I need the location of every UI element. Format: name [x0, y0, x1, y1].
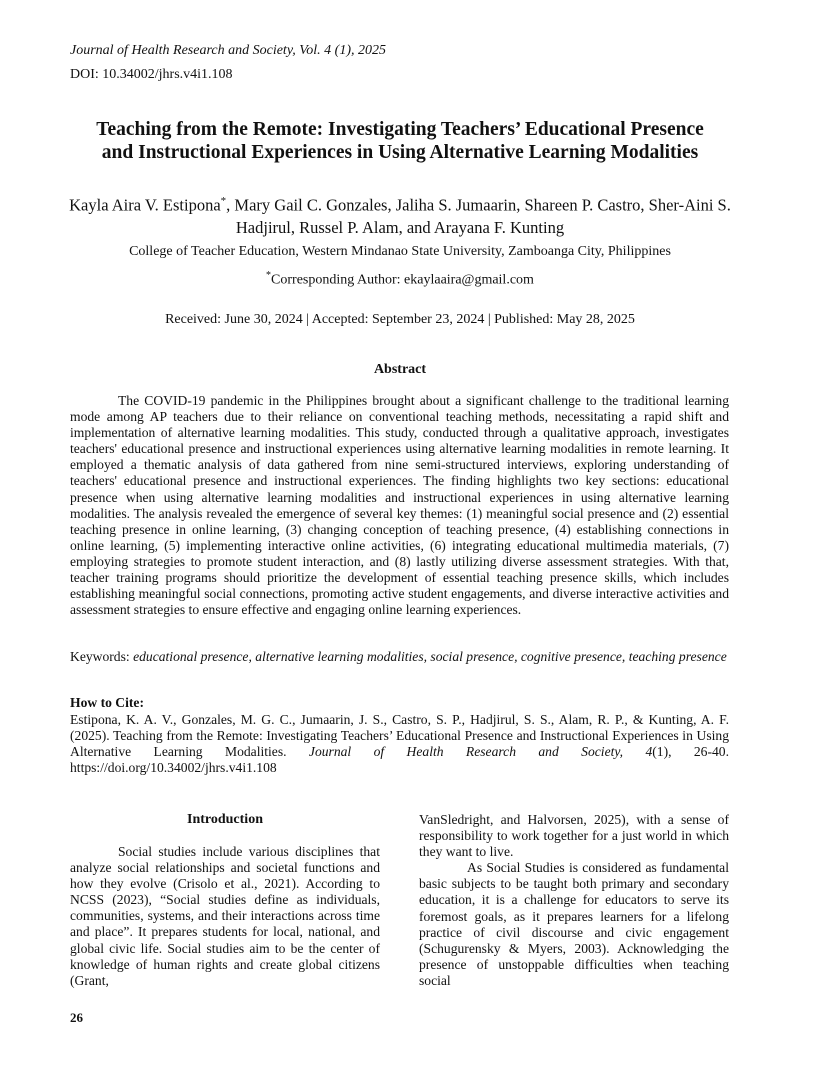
first-author: Kayla Aira V. Estipona: [69, 195, 221, 215]
keywords: [70, 649, 729, 665]
abstract-text: The COVID-19 pandemic in the Philippines brought about a significant challenge to the traditional learning mode among AP teachers due to their reliance on conventional teaching methods, necessitating a rapid shift and implementation of alternative learning modalities. This study, conducted through a qualitative approach, investigates teachers' educational presence and instructional experiences using alternative learning modalities in remote learning. It employed a thematic analysis of data gathered from nine semi-structured interviews, exploring understanding of teachers' educational presence and instructional experiences. The finding highlights two key sections: educational presence when using alternative learning modalities and instructional experiences in using alternative learning modalities. The analysis revealed the emergence of several key themes: (1) meaningful social presence and (2) essential teaching presence in online learning, (3) changing conception of teaching presence, (4) establishing connections in online learning, (5) implementing interactive online activities, (6) integrating educational multimedia materials, (7) employing strategies to promote student interaction, and (8) lastly utilizing diverse assessment strategies. With that, teacher training programs should prioritize the development of essential teaching presence skills, which includes establishing meaningful social connections, promoting active student engagements, and diverse interactive activities and assessment strategies to ensure effective and engaging online learning experiences.: [70, 393, 729, 618]
publication-dates: Received: June 30, 2024 | Accepted: September 23, 2024 | Published: May 28, 2025: [165, 312, 635, 327]
journal-header: Journal of Health Research and Society, Vol. 4 (1), 2025: [70, 43, 386, 58]
abstract-heading: Abstract: [373, 362, 427, 377]
corresponding-author: [60, 270, 740, 289]
intro-paragraph-1-cont: VanSledright, and Halvorsen, 2025), with a sense of responsibility to work together for a just world in which they want to live.: [419, 812, 729, 860]
citation-text: [70, 712, 729, 776]
corresponding-email: Corresponding Author: ekaylaaira@gmail.com: [271, 272, 534, 288]
citation-prefix: Estipona, K. A. V., Gonzales, M. G. C., Jumaarin, J. S., Castro, S. P., Hadjirul, S. S., Alam, R. P., & Kunting, A. F. (2025). Teaching from the Remote: Investigating Teachers’ Educational Presence and Instructional Experiences in Using Alternative Learning Modalities.: [70, 712, 729, 760]
intro-paragraph-1: Social studies include various disciplines that analyze social relationships and societal functions and how they evolve (Crisolo et al., 2021). According to NCSS (2023), “Social studies define as individuals, communities, systems, and their interactions across time and place”. It prepares students for local, national, and global civic life. Social studies aim to be the center of knowledge of human rights and create global citizens (Grant,: [70, 844, 380, 988]
citation-journal: Journal of Health Research and Society, 4: [308, 744, 653, 760]
corresponding-mark: *: [220, 195, 227, 207]
keywords-terms: educational presence, alternative learning modalities, social presence, cognitive presence, teaching presence: [133, 649, 727, 664]
page-number: 26: [70, 1010, 83, 1025]
right-column: [419, 812, 729, 989]
affiliation: College of Teacher Education, Western Mindanao State University, Zamboanga City, Philippines: [129, 244, 671, 259]
corresponding-asterisk: *: [266, 270, 272, 281]
author-list: [60, 190, 740, 239]
how-to-cite-heading: How to Cite:: [70, 695, 144, 710]
paper-title: Teaching from the Remote: Investigating Teachers’ Educational Presence and Instructional Experiences in Using Alternative Learning Modalities: [96, 119, 704, 163]
introduction-heading: Introduction: [187, 812, 263, 827]
intro-paragraph-2: As Social Studies is considered as fundamental basic subjects to be taught both primary and secondary education, it is a challenge for educators to serve its foremost goals, as it prepares learners for a lifelong practice of civil discourse and civic engagement (Schugurensky & Myers, 2003). Acknowledging the presence of unstoppable difficulties when teaching social: [419, 860, 729, 988]
citation-doi-link[interactable]: https://doi.org/10.34002/jhrs.v4i1.108: [70, 760, 277, 776]
keywords-label: Keywords:: [70, 649, 130, 664]
other-authors: , Mary Gail C. Gonzales, Jaliha S. Jumaarin, Shareen P. Castro, Sher-Aini S. Hadjirul, Russel P. Alam, and Arayana F. Kunting: [226, 195, 731, 237]
doi-line: DOI: 10.34002/jhrs.v4i1.108: [70, 67, 233, 82]
citation-issue: (1), 26-40.: [652, 744, 729, 760]
left-column: [70, 844, 380, 989]
